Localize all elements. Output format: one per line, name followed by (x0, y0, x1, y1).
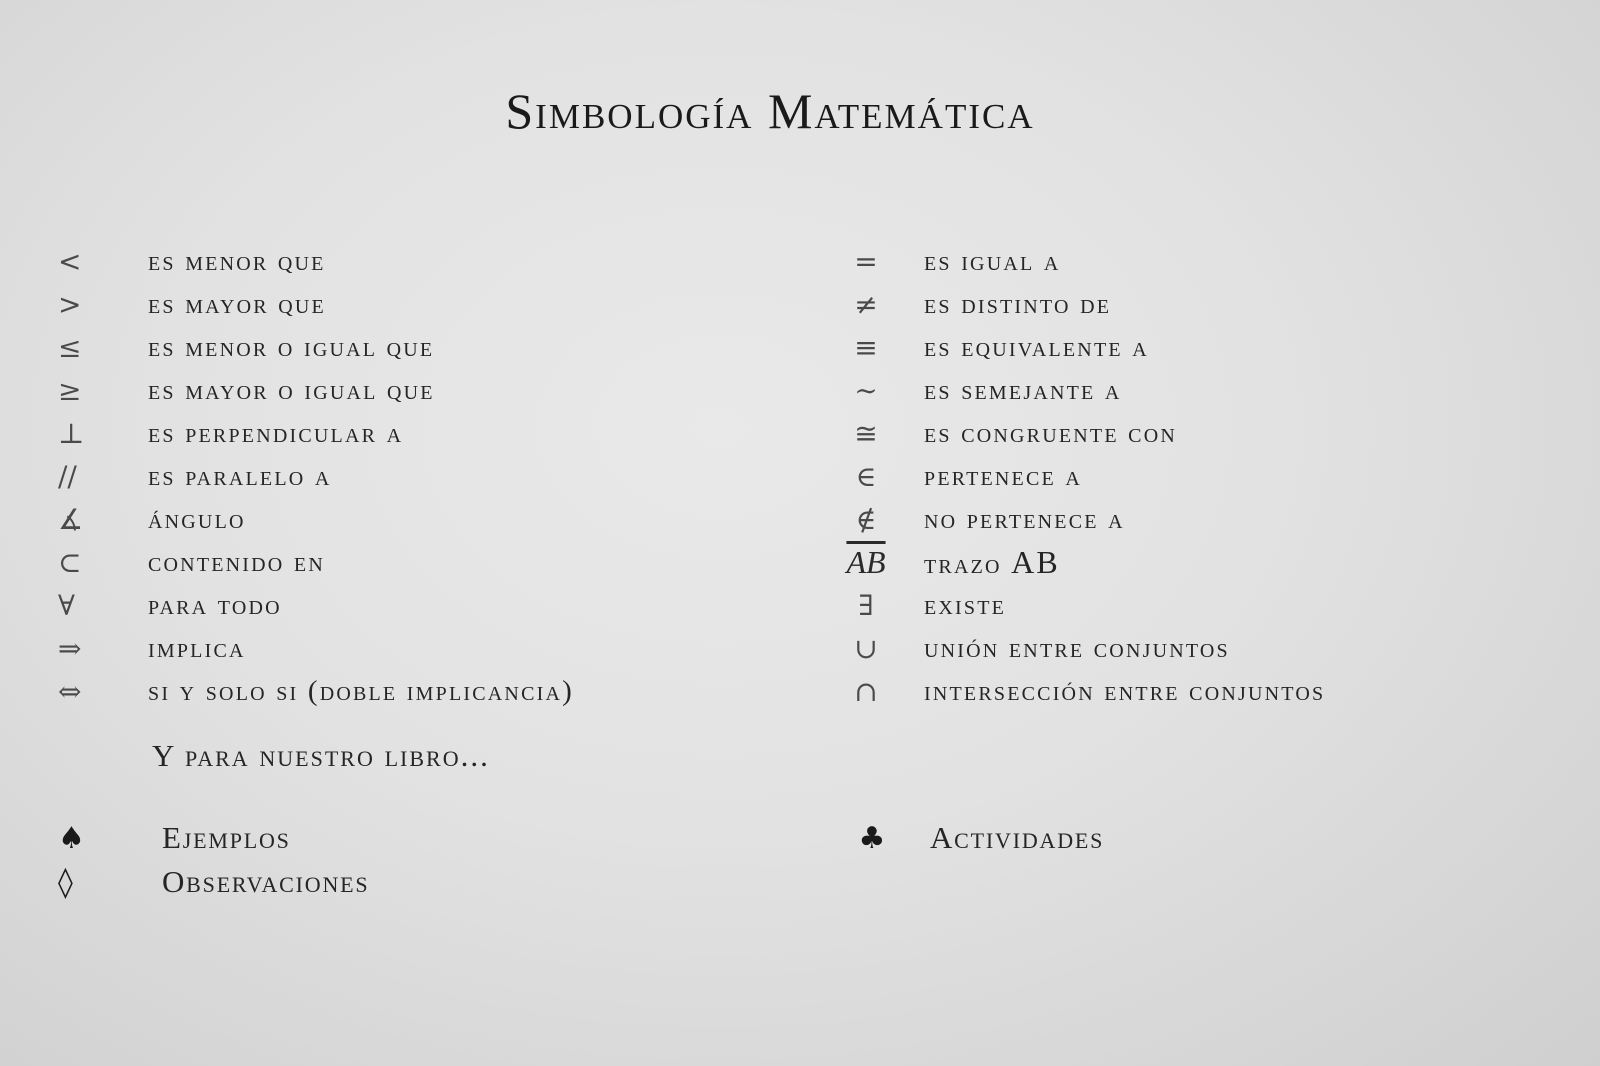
iff-symbol: ⇔ (58, 675, 82, 708)
symbol-row (52, 240, 792, 283)
symbol-description: no pertenece a (924, 503, 1125, 535)
symbol-description: intersección entre conjuntos (924, 675, 1326, 707)
union-symbol: ∪ (854, 632, 878, 665)
segment-description-label: AB (1011, 544, 1060, 580)
symbol-row (808, 498, 1588, 541)
page-title: Simbología Matemática (505, 83, 1035, 139)
greater-equal-symbol: ≥ (58, 374, 82, 407)
segment-symbol: $\overline{AB}$ (846, 544, 886, 580)
equivalent-symbol: ≡ (854, 331, 878, 364)
club-icon: ♣ (858, 820, 886, 856)
symbol-description: es mayor que (148, 288, 326, 320)
symbol-description: unión entre conjuntos (924, 632, 1230, 664)
parallel-symbol: // (58, 460, 77, 493)
spade-icon: ♠ (58, 820, 85, 856)
symbol-description: existe (924, 589, 1007, 621)
angle-symbol: ∡ (58, 503, 84, 536)
not-element-of-symbol: ∉ (855, 503, 877, 536)
symbol-row (808, 584, 1588, 627)
symbol-description: para todo (148, 589, 282, 621)
for-all-symbol: ∀ (58, 589, 75, 622)
book-legend-right (808, 816, 1104, 860)
symbol-row (52, 584, 792, 627)
symbol-row (52, 627, 792, 670)
book-legend-intro: Y para nuestro libro... (152, 738, 490, 773)
symbol-row (808, 240, 1588, 283)
symbol-description: es perpendicular a (148, 417, 404, 449)
symbol-row (52, 455, 792, 498)
intersection-symbol: ∩ (854, 675, 878, 708)
greater-than-symbol: > (58, 288, 82, 321)
symbol-description: si y solo si (doble implicancia) (148, 675, 574, 707)
symbol-row (808, 326, 1588, 369)
exists-symbol: ∃ (858, 589, 874, 622)
symbol-row (808, 455, 1588, 498)
symbol-row (52, 283, 792, 326)
symbol-description (924, 544, 1060, 581)
legend-row (808, 816, 1104, 860)
symbol-row (52, 412, 792, 455)
symbol-description: pertenece a (924, 460, 1083, 492)
congruent-symbol: ≅ (854, 417, 878, 450)
symbol-row (52, 670, 792, 713)
symbol-description: es equivalente a (924, 331, 1149, 363)
symbol-description: ángulo (148, 503, 246, 535)
symbol-description: es mayor o igual que (148, 374, 435, 406)
not-equal-symbol: ≠ (854, 288, 878, 321)
implies-symbol: ⇒ (58, 632, 82, 665)
equals-symbol: = (854, 245, 878, 278)
element-of-symbol: ∈ (855, 460, 877, 493)
symbol-description: implica (148, 632, 246, 664)
symbol-row (808, 283, 1588, 326)
symbol-row (808, 670, 1588, 713)
symbol-description: es paralelo a (148, 460, 332, 492)
symbol-description: es igual a (924, 245, 1061, 277)
symbol-row (52, 326, 792, 369)
less-than-symbol: < (58, 245, 82, 278)
left-symbol-list (52, 240, 792, 713)
similar-symbol: ∼ (854, 374, 878, 407)
legend-description: Actividades (930, 820, 1105, 855)
symbol-description: es menor que (148, 245, 326, 277)
segment-description-text: trazo (924, 548, 1002, 580)
less-equal-symbol: ≤ (58, 331, 82, 364)
symbol-description: es congruente con (924, 417, 1178, 449)
symbol-description: es semejante a (924, 374, 1122, 406)
symbol-row (52, 498, 792, 541)
symbol-row (808, 627, 1588, 670)
symbol-row (808, 541, 1588, 584)
legend-row (52, 860, 369, 904)
legend-description: Observaciones (162, 864, 370, 899)
symbol-row (808, 412, 1588, 455)
diamond-icon: ◊ (58, 864, 73, 900)
legend-description: Ejemplos (162, 820, 291, 855)
legend-row (52, 816, 369, 860)
symbol-row (52, 541, 792, 584)
subset-symbol: ⊂ (58, 546, 82, 579)
perpendicular-symbol: ⊥ (58, 417, 85, 450)
symbol-row (52, 369, 792, 412)
symbol-row (808, 369, 1588, 412)
symbol-description: contenido en (148, 546, 325, 578)
symbol-description: es menor o igual que (148, 331, 435, 363)
right-symbol-list (808, 240, 1588, 713)
symbol-description: es distinto de (924, 288, 1112, 320)
book-legend-left (52, 816, 369, 904)
